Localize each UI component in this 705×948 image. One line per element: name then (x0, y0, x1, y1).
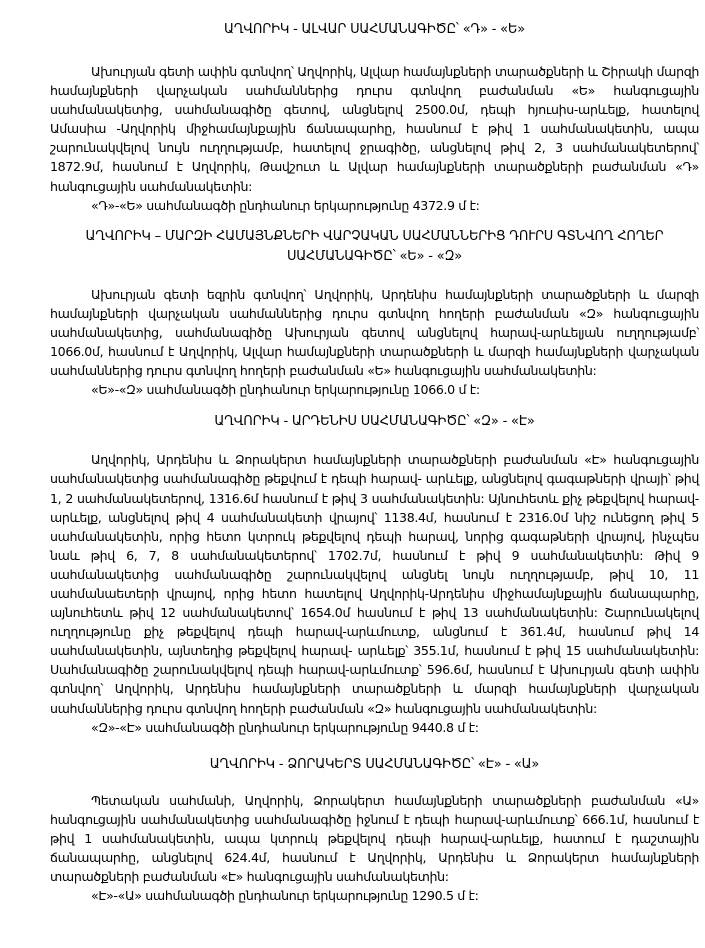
section-summary: «Զ»-«Է» սահմանագծի ընդհանուր երկարությունը 9440.8 մ է: (91, 719, 479, 735)
section-summary: «Ե»-«Զ» սահմանագծի ընդհանուր երկարությունը 1066.0 մ է: (91, 382, 480, 398)
section-heading: ԱՂՎՈՐԻԿ - ԱԼՎԱՐ ՍԱՀՄԱՆԱԳԻԾԸ՝ «Դ» - «Ե» (223, 22, 526, 37)
section-body: Պետական սահմանի, Աղվորիկ, Ձորակերտ համայնքների տարածքների բաժանման «Ա» հանգուցային սահմանակետից սահմանագիծը իջնում է դեպի հարավ-արևմուտք՝ 666.1մ, հասնում է թիվ 1 սահմանակետին, ապա կտրուկ թեքվելով դեպի հարավ-արևելք, հատում է դաշտային ճանապարհը, անցնելով 624.4մ, հասնում է Աղվորիկ, Արդենիս և Ձորակերտ համայնքների տարածքների բաժանման «Է» հանգուցային սահմանակետին: (50, 792, 699, 885)
section-heading: ԱՂՎՈՐԻԿ – ՄԱՐԶԻ ՀԱՄԱՅՆՔՆԵՐԻ ՎԱՐՉԱԿԱՆ ՍԱՀՄԱՆՆԵՐԻՑ ԴՈՒՐՍ ԳՏՆՎՈՂ ՀՈՂԵՐ ՍԱՀՄԱՆԱԳԻԾԸ՝ «Ե» - «Զ» (85, 228, 664, 264)
section-body: Ախուրյան գետի ափին գտնվող՝ Աղվորիկ, Ալվար համայնքների տարածքների և Շիրակի մարզի համայնքների վարչական սահմաններից դուրս գտնվող բաժանման «Ե» հանգուցային սահմանակետից, սահմանագիծը գետով, անցնելով 2500.0մ, դեպի հյուսիս-արևելք, հատելով Ամասիա -Աղվորիկ միջհամայնքային ճանապարհը, հասնում է թիվ 1 սահմանակետին, ապա շարունակվելով նույն ուղղությամբ, հատելով ջրագիծը, անցնելով թիվ 2, 3 սահմանակետերով՝ 1872.9մ, հասնում է Աղվորիկ, Թավշուտ և Ալվար համայնքների տարածքների բաժանման «Դ» հանգուցային սահմանակետին: (50, 64, 699, 194)
section-summary: «Դ»-«Ե» սահմանագծի ընդհանուր երկարությունը 4372.9 մ է: (91, 197, 480, 213)
section-heading: ԱՂՎՈՐԻԿ - ԱՐԴԵՆԻՍ ՍԱՀՄԱՆԱԳԻԾԸ՝ «Զ» - «Է» (214, 414, 535, 430)
section-ee-a (50, 755, 699, 906)
section-summary: «Է»-«Ա» սահմանագծի ընդհանուր երկարությունը 1290.5 մ է: (91, 888, 479, 904)
section-e-z (50, 227, 699, 400)
section-dd-e (50, 0, 699, 215)
section-heading: ԱՂՎՈՐԻԿ - ՁՈՐԱԿԵՐՏ ՍԱՀՄԱՆԱԳԻԾԸ՝ «Է» - «Ա» (209, 756, 540, 772)
section-body: Ախուրյան գետի եզրին գտնվող՝ Աղվորիկ, Արդենիս համայնքների տարածքների և մարզի համայնքների վարչական սահմաններից դուրս գտնվող հողերի բաժանման «Զ» հանգուցային սահմանակետից, սահմանագիծը Ախուրյան գետով անցնելով հարավ-արևելյան ուղղությամբ՝ 1066.0մ, հասնում է Աղվորիկ, Ալվար համայնքների տարածքների և մարզի համայնքների վարչական սահմաններից դուրս գտնվող հողերի բաժանման «Ե» հանգուցային սահմանակետին: (50, 286, 699, 379)
section-z-ee (50, 412, 699, 736)
section-body: Աղվորիկ, Արդենիս և Ձորակերտ համայնքների տարածքների բաժանման «Է» հանգուցային սահմանակետից սահմանագիծը թեքվում է դեպի հարավ- արևելք, անցնելով գագաթների վրայի՝ թիվ 1, 2 սահմանակետերով, 1316.6մ հասնում է թիվ 3 սահմանակետին: Այնուհետև քիչ թեքվելով հարավ-արևելք, անցնելով թիվ 4 սահմանակետի վրայով՝ 1138.4մ, հասնում է 2316.0մ նիշ ունեցող թիվ 5 սահմանակետին, որից հետո կտրուկ թեքվելով դեպի հարավ, նորից գագաթների վրայով, ինչպես նաև թիվ 6, 7, 8 սահմանակետերով՝ 1702.7մ, հասնում է թիվ 9 սահմանակետին: Թիվ 9 սահմանակետից սահմանագիծը շարունակվելով անցնել նույն ուղղությամբ, թիվ 10, 11 սահմանաետերի վրայով, որից հետո հատելով Աղվորիկ-Արդենիս միջհամայնքային ճանապարհը, այնուհետև թիվ 12 սահմանակետով՝ 1654.0մ հասնում է թիվ 13 սահմանակետին: Շարունակելով ուղղությունը քիչ թեքվելով դեպի հարավ-արևմուտք, անցնում է 361.4մ, հասնում թիվ 14 սահմանակետին, այնտեղից թեքվելով հարավ- արևելք՝ 355.1մ, հասնում է թիվ 15 սահմանակետին: Սահմանագիծը շարունակվելով դեպի հարավ-արևմուտք՝ 596.6մ, հասնում է Ախուրյան գետի ափին գտնվող՝ Աղվորիկ, Արդենիս համայնքների տարածքների և մարզի համայնքների վարչական սահմաններից դուրս գտնվող հողերի բաժանման «Զ» հանգուցային սահմանակետին: (50, 452, 699, 716)
